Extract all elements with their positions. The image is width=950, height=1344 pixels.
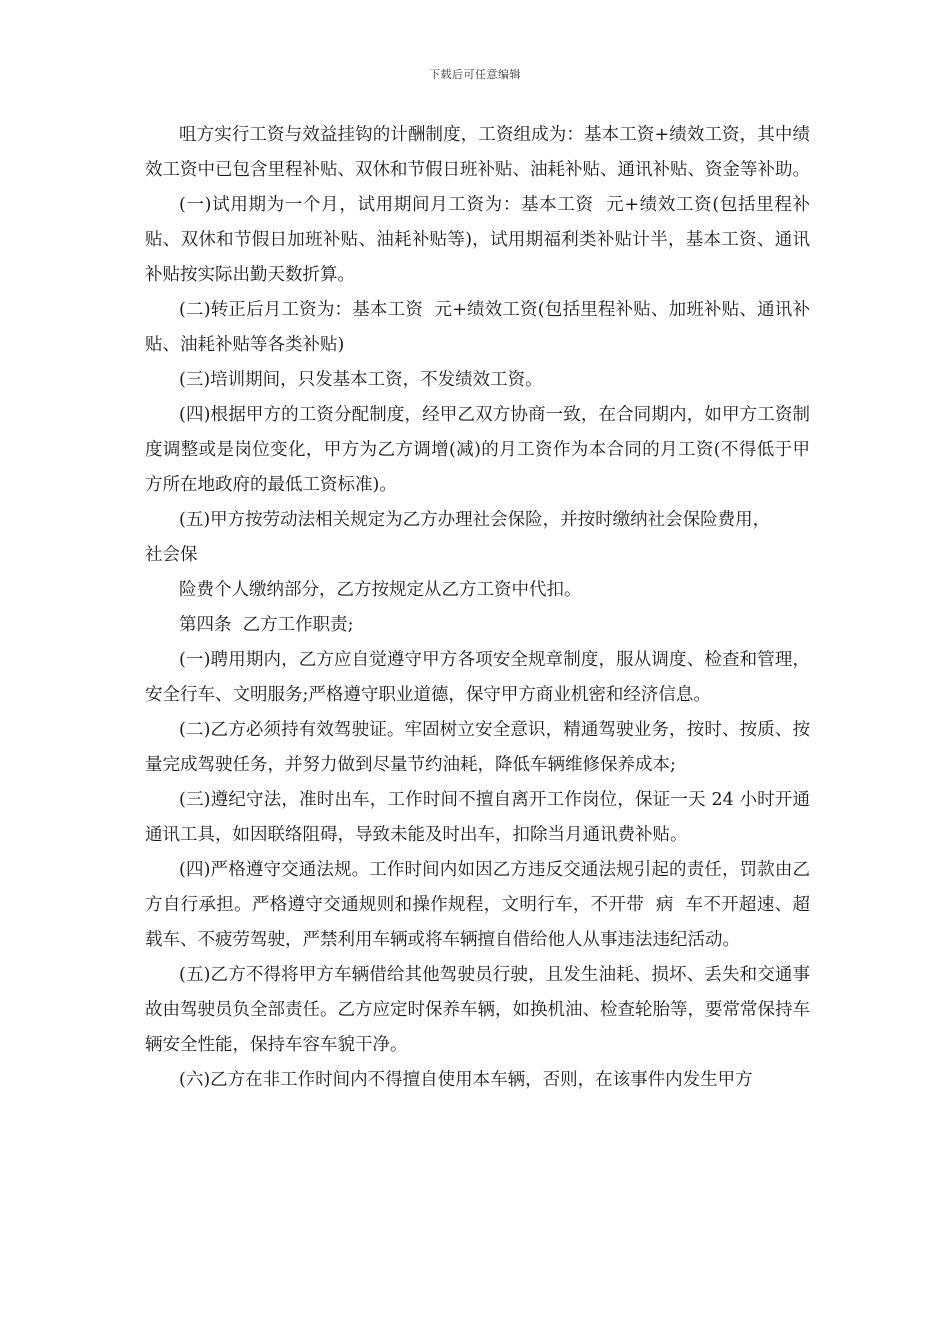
- paragraph-probation-salary: (一)试用期为一个月，试用期间月工资为：基本工资 元+绩效工资(包括里程补贴、双休和节假日加班补贴、油耗补贴等)，试用期福利类补贴计半，基本工资、通讯补贴按实际出勤天数折算。: [145, 195, 810, 285]
- paragraph-duty-5: (五)乙方不得将甲方车辆借给其他驾驶员行驶，且发生油耗、损坏、丢失和交通事故由驾驶员负全部责任。乙方应定时保养车辆，如换机油、检查轮胎等，要常常保持车辆安全性能，保持车容车貌干净。: [145, 965, 810, 1055]
- paragraph-duty-6: (六)乙方在非工作时间内不得擅自使用本车辆，否则，在该事件内发生甲方: [179, 1070, 753, 1090]
- paragraph-duty-2: (二)乙方必须持有效驾驶证。牢固树立安全意识，精通驾驶业务，按时、按质、按量完成驾驶任务，并努力做到尽量节约油耗，降低车辆维修保养成本;: [145, 720, 810, 775]
- paragraph-duty-3: (三)遵纪守法，准时出车，工作时间不擅自离开工作岗位，保证一天 24 小时开通通讯工具，如因联络阻碍，导致未能及时出车，扣除当月通讯费补贴。: [145, 790, 810, 845]
- paragraph-social-insurance: (五)甲方按劳动法相关规定为乙方办理社会保险，并按时缴纳社会保险费用，: [179, 510, 771, 530]
- paragraph-salary-adjustment: (四)根据甲方的工资分配制度，经甲乙双方协商一致，在合同期内，如甲方工资制度调整或是岗位变化，甲方为乙方调增(减)的月工资作为本合同的月工资(不得低于甲方所在地政府的最低工资标准)。: [145, 405, 810, 495]
- paragraph-training-period: (三)培训期间，只发基本工资，不发绩效工资。: [179, 370, 543, 390]
- paragraph-duty-4: (四)严格遵守交通法规。工作时间内如因乙方违反交通法规引起的责任，罚款由乙方自行承担。严格遵守交通规则和操作规程，文明行车，不开带 病 车不开超速、超载车、不疲劳驾驶，严禁利用车辆或将车辆擅自借给他人从事违法违纪活动。: [145, 860, 810, 950]
- paragraph-social-insurance-fragment: 社会保: [145, 545, 198, 565]
- article-four-heading: 第四条 乙方工作职责;: [179, 615, 354, 635]
- paragraph-duty-1: (一)聘用期内，乙方应自觉遵守甲方各项安全规章制度，服从调度、检查和管理，安全行车、文明服务;严格遵守职业道德，保守甲方商业机密和经济信息。: [145, 650, 810, 705]
- paragraph-salary-system: 咀方实行工资与效益挂钩的计酬制度，工资组成为：基本工资+绩效工资，其中绩效工资中已包含里程补贴、双休和节假日班补贴、油耗补贴、通讯补贴、资金等补助。: [145, 125, 810, 180]
- document-body: [145, 118, 810, 1098]
- paragraph-personal-contribution: 险费个人缴纳部分，乙方按规定从乙方工资中代扣。: [179, 580, 582, 600]
- paragraph-regular-salary: (二)转正后月工资为：基本工资 元+绩效工资(包括里程补贴、加班补贴、通讯补贴、油耗补贴等各类补贴): [145, 300, 810, 355]
- page-header: 下载后可任意编辑: [429, 68, 521, 81]
